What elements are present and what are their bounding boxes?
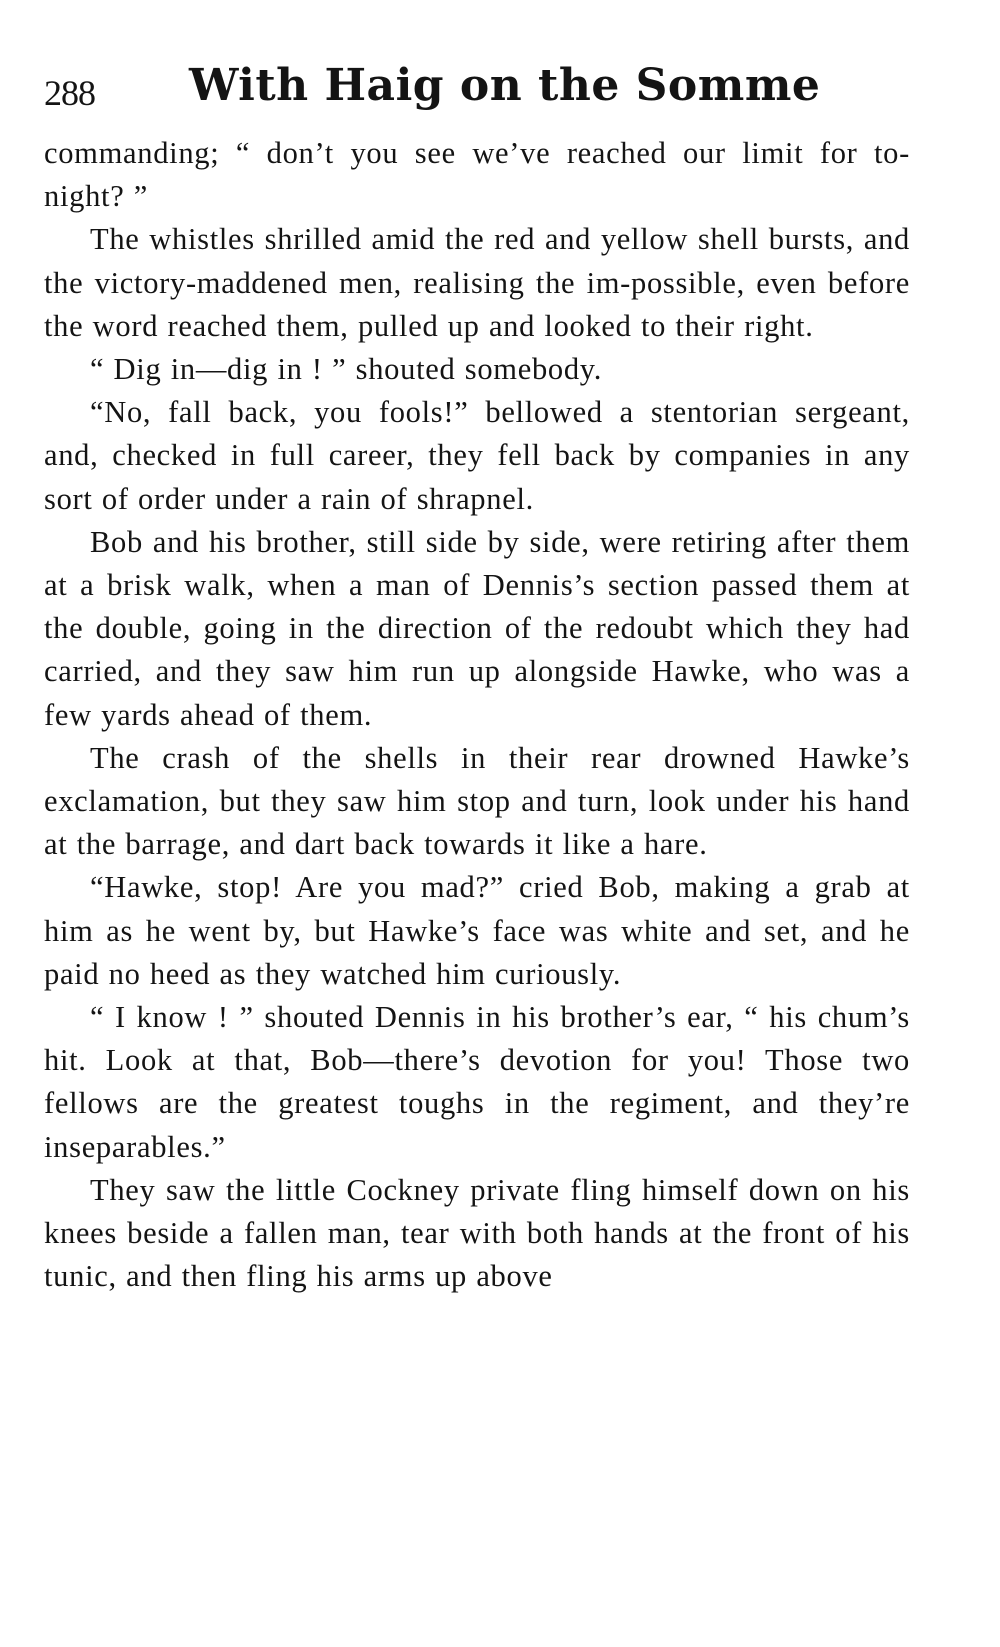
paragraph-2: The whistles shrilled amid the red and yellow shell bursts, and the victory-maddened men, realising the im-possible, even before the word reached them, pulled up and looked to their right. [44, 222, 910, 343]
paragraph-5: Bob and his brother, still side by side, were retiring after them at a brisk walk, when a man of Dennis’s section passed them at the double, going in the direction of the redoubt which they had carried, and they saw him run up alongside Hawke, who was a few yards ahead of them. [44, 524, 910, 732]
paragraph-1: commanding; “ don’t you see we’ve reached our limit for to-night? ” [44, 136, 910, 214]
paragraph-8: “ I know ! ” shouted Dennis in his brother’s ear, “ his chum’s hit. Look at that, Bob—there’s devotion for you! Those two fellows are the greatest toughs in the regiment, and they’re inseparables.” [44, 1000, 910, 1164]
running-head [44, 58, 910, 120]
paragraph-6: The crash of the shells in their rear drowned Hawke’s exclamation, but they saw him stop and turn, look under his hand at the barrage, and dart back towards it like a hare. [44, 740, 910, 862]
body-text [44, 132, 910, 1298]
paragraph-9: They saw the little Cockney private fling himself down on his knees beside a fallen man, tear with both hands at the front of his tunic, and then fling his arms up above [44, 1172, 910, 1294]
paragraph-4: “No, fall back, you fools!” bellowed a stentorian sergeant, and, checked in full career, they fell back by companies in any sort of order under a rain of shrapnel. [44, 395, 910, 516]
paragraph-7: “Hawke, stop! Are you mad?” cried Bob, making a grab at him as he went by, but Hawke’s face was white and set, and he paid no heed as they watched him curiously. [44, 870, 910, 991]
paragraph-3: “ Dig in—dig in ! ” shouted somebody. [90, 352, 603, 387]
book-title: With Haig on the Somme [189, 60, 821, 111]
book-page [44, 58, 910, 1298]
page-number: 288 [44, 73, 95, 113]
